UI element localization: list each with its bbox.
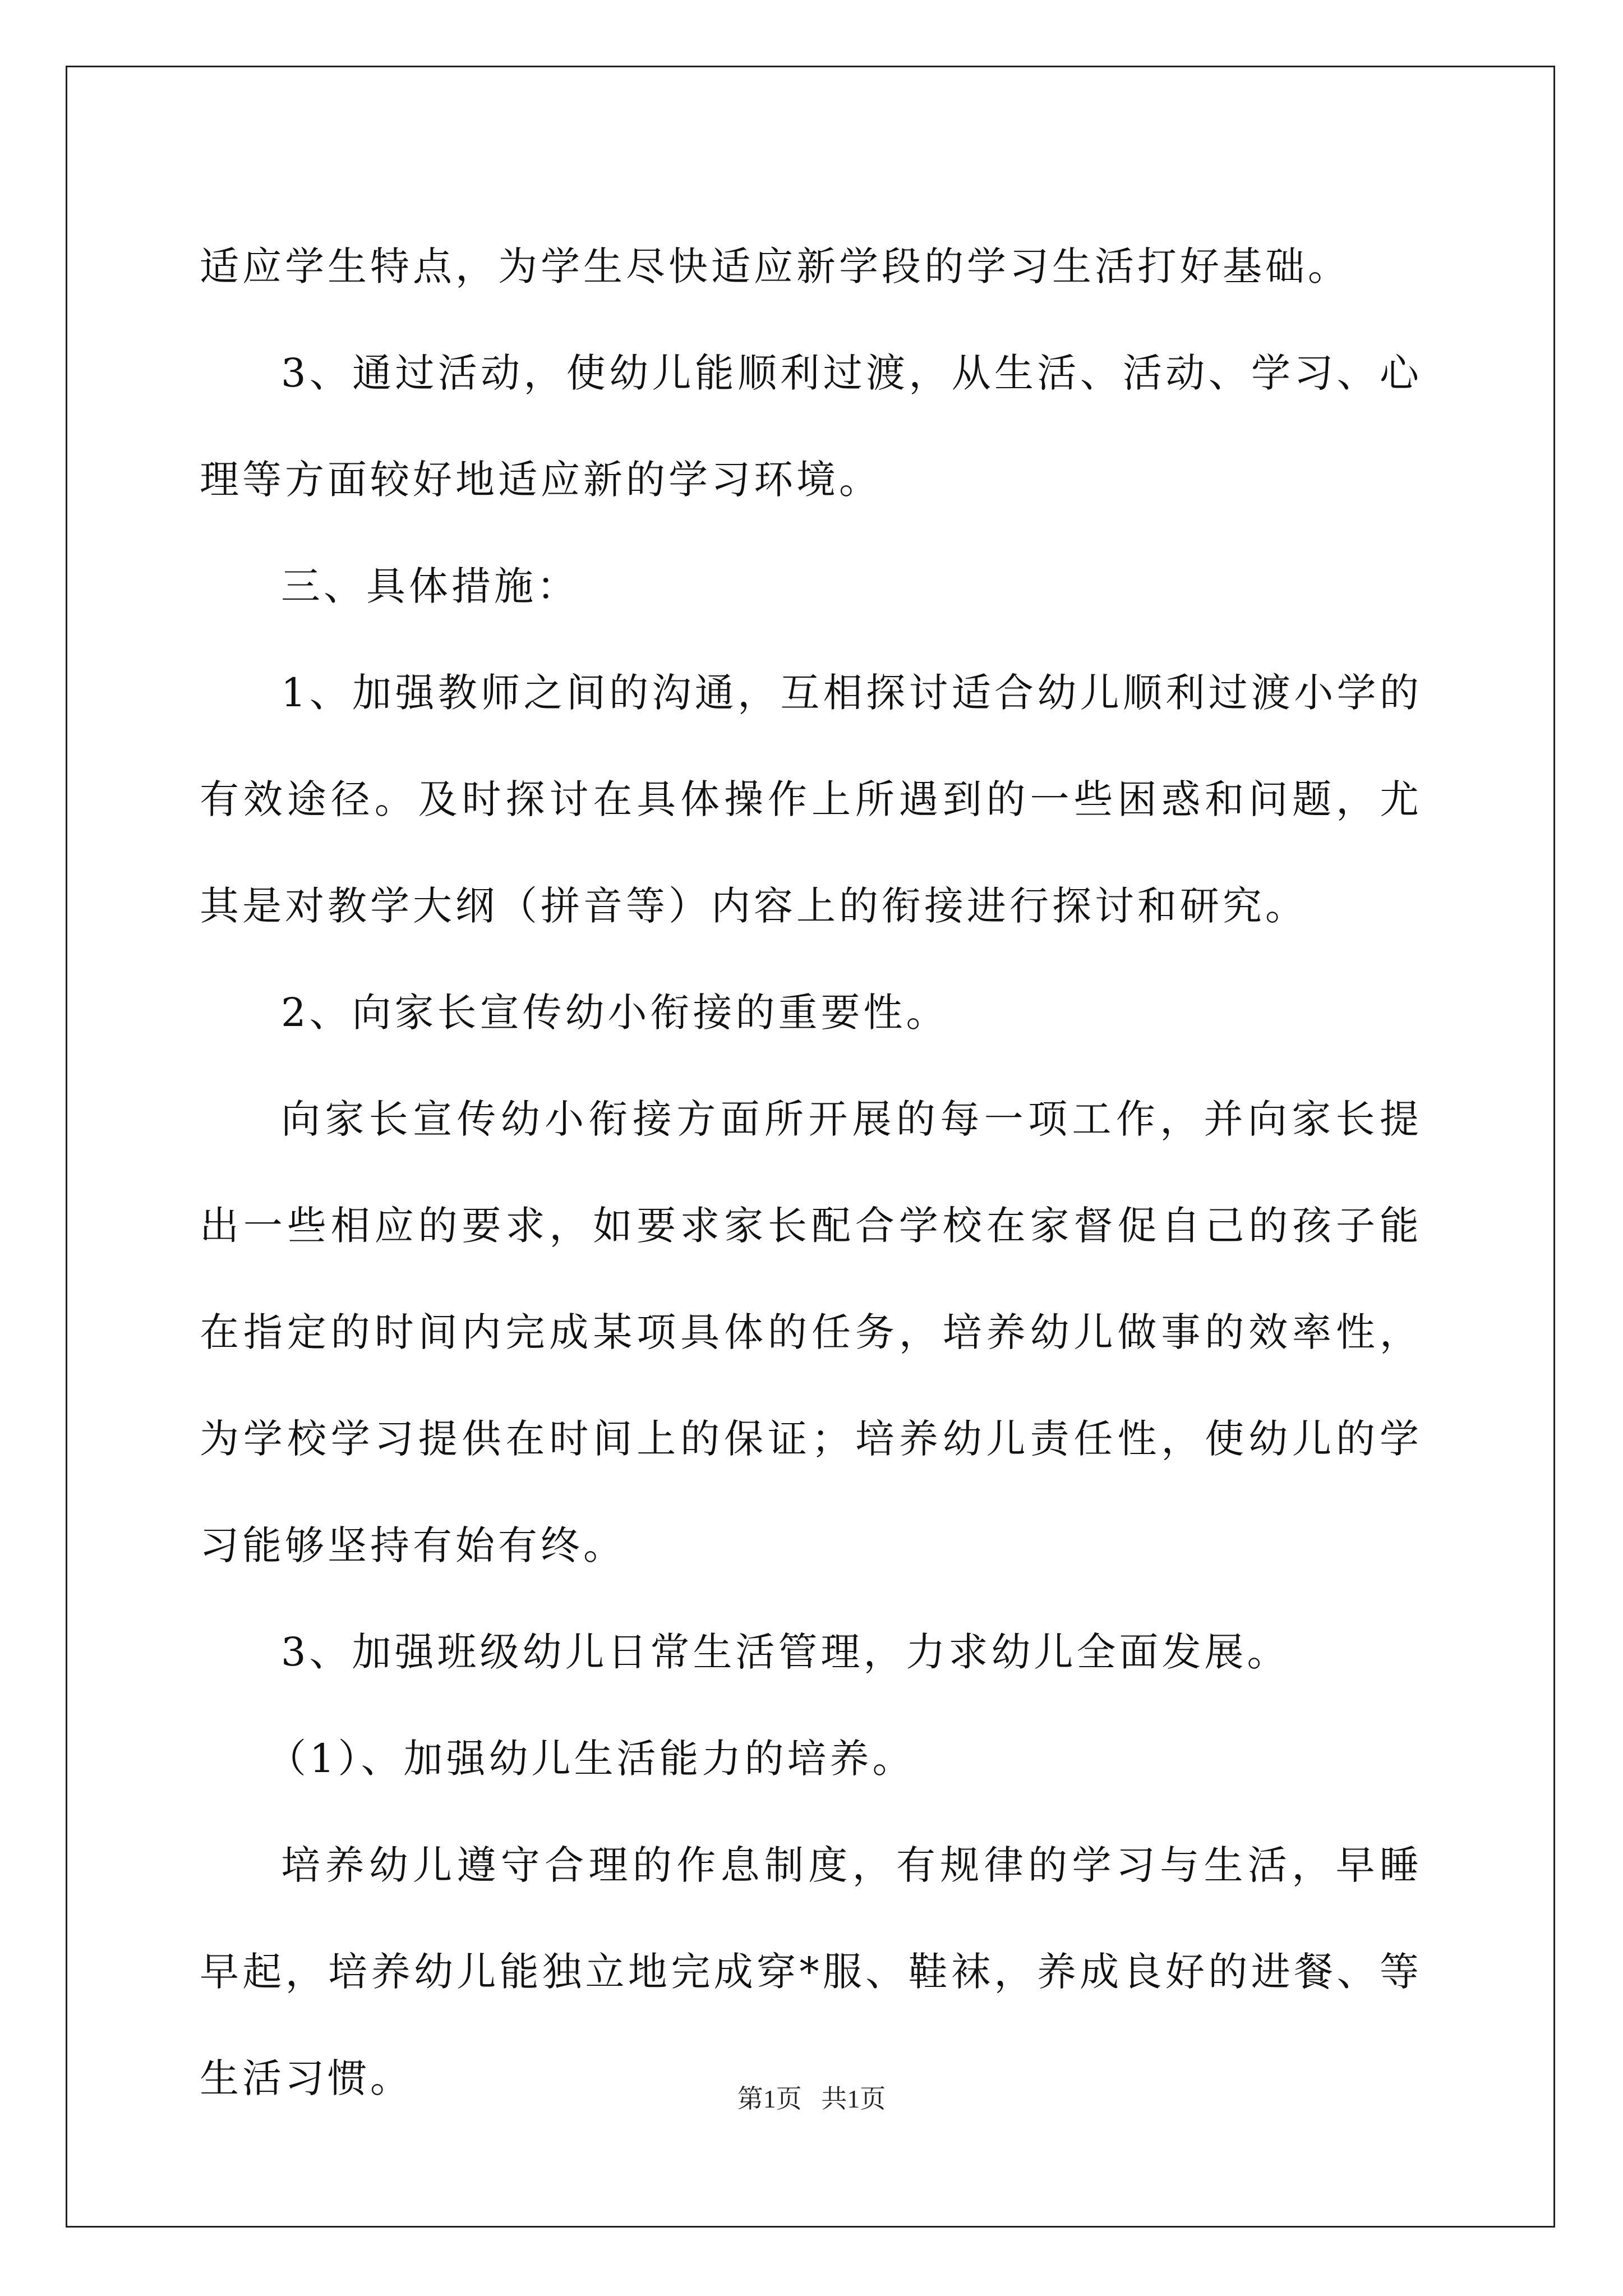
- document-body: [200, 213, 1422, 2132]
- paragraph: 1、加强教师之间的沟通，互相探讨适合幼儿顺利过渡小学的有效途径。及时探讨在具体操作上所遇到的一些困惑和问题，尤其是对教学大纲（拼音等）内容上的衔接进行探讨和研究。: [200, 670, 1422, 929]
- paragraph: 向家长宣传幼小衔接方面所开展的每一项工作，并向家长提出一些相应的要求，如要求家长配合学校在家督促自己的孩子能在指定的时间内完成某项具体的任务，培养幼儿做事的效率性，为学校学习提供在时间上的保证；培养幼儿责任性，使幼儿的学习能够坚持有始有终。: [200, 1096, 1422, 1568]
- paragraph: 3、加强班级幼儿日常生活管理，力求幼儿全面发展。: [281, 1629, 1290, 1675]
- page-number: 第1页: [737, 2085, 802, 2113]
- section-heading: 三、具体措施：: [281, 563, 579, 609]
- paragraph: （1）、加强幼儿生活能力的培养。: [267, 1736, 915, 1782]
- paragraph: 适应学生特点，为学生尽快适应新学段的学习生活打好基础。: [200, 243, 1350, 289]
- page-total: 共1页: [821, 2085, 886, 2113]
- paragraph: 培养幼儿遵守合理的作息制度，有规律的学习与生活，早睡早起，培养幼儿能独立地完成穿*服、鞋袜，养成良好的进餐、等生活习惯。: [200, 1842, 1422, 2101]
- page-footer: [0, 2078, 1623, 2115]
- paragraph: 2、向家长宣传幼小衔接的重要性。: [281, 990, 949, 1036]
- paragraph: 3、通过活动，使幼儿能顺利过渡，从生活、活动、学习、心理等方面较好地适应新的学习环境。: [200, 350, 1422, 503]
